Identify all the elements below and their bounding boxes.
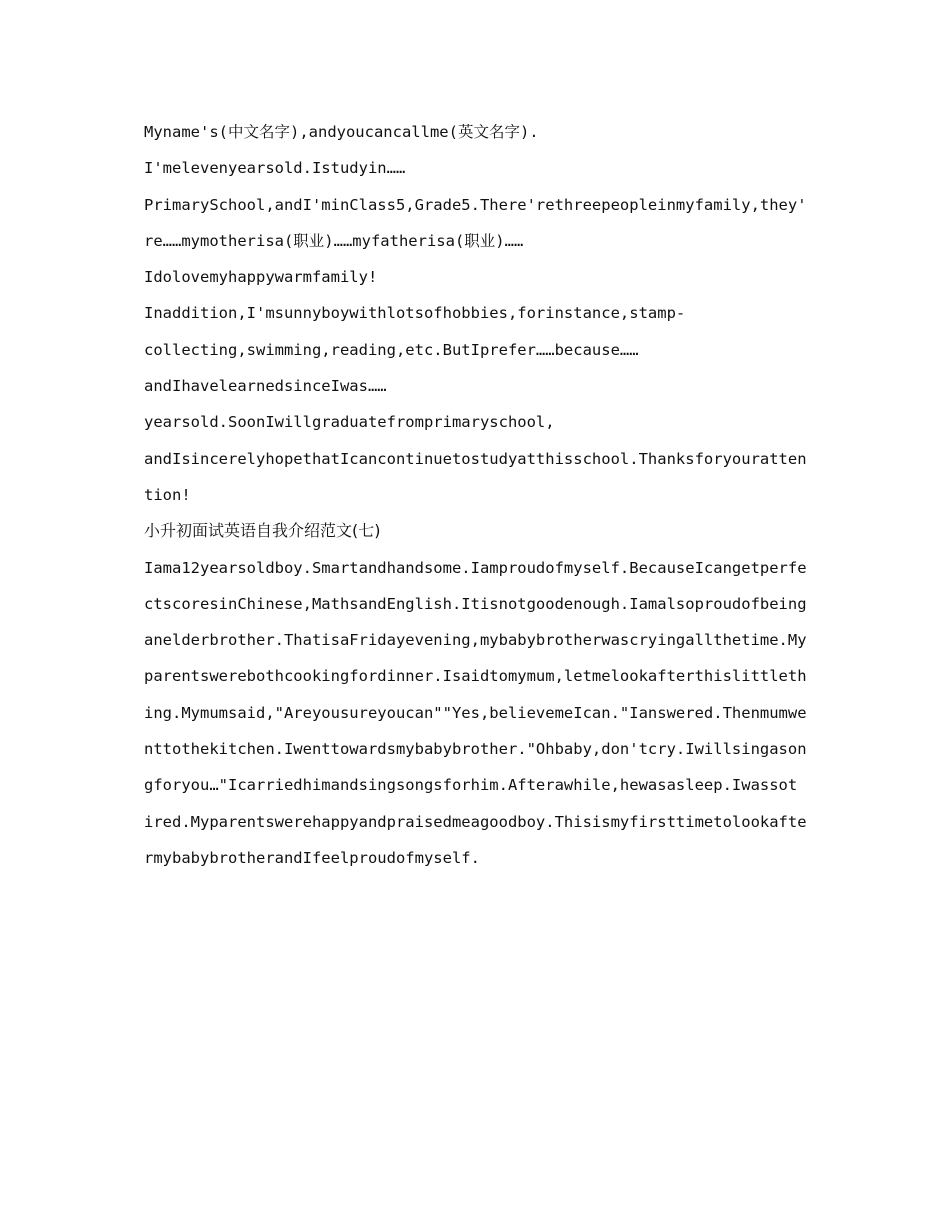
text-line: nttothekitchen.Iwenttowardsmybabybrother."Ohbaby,don'tcry.Iwillsingason <box>144 740 807 759</box>
document-body <box>144 114 808 876</box>
text-line: anelderbrother.ThatisaFridayevening,mybabybrotherwascryingallthetime.My <box>144 631 807 650</box>
text-line: Myname's(中文名字),andyoucancallme(英文名字). <box>144 123 539 141</box>
text-line: PrimarySchool,andI'minClass5,Grade5.There'rethreepeopleinmyfamily,they' <box>144 195 807 214</box>
text-line: parentswerebothcookingfordinner.Isaidtomymum,letmelookafterthislittleth <box>144 667 807 686</box>
text-line: yearsold.SoonIwillgraduatefromprimaryschool, <box>144 413 555 432</box>
text-line: andIhavelearnedsinceIwas…… <box>144 377 387 396</box>
text-line: tion! <box>144 485 191 504</box>
text-line: Inaddition,I'msunnyboywithlotsofhobbies,forinstance,stamp- <box>144 304 686 323</box>
text-line: gforyou…"Icarriedhimandsingsongsforhim.Afterawhile,hewasasleep.Iwassot <box>144 776 798 795</box>
text-line: andIsincerelyhopethatIcancontinuetostudyatthisschool.Thanksforyouratten <box>144 449 807 468</box>
text-line: re……mymotherisa(职业)……myfatherisa(职业)…… <box>144 231 524 250</box>
text-line: ired.Myparentswerehappyandpraisedmeagoodboy.Thisismyfirsttimetolookafte <box>144 812 807 831</box>
text-line: ctscoresinChinese,MathsandEnglish.Itisnotgoodenough.Iamalsoproudofbeing <box>144 594 807 613</box>
text-line: I'melevenyearsold.Istudyin…… <box>144 159 406 178</box>
text-line: collecting,swimming,reading,etc.ButIprefer……because…… <box>144 340 639 359</box>
text-line: ing.Mymumsaid,"Areyousureyoucan""Yes,believemeIcan."Ianswered.Thenmumwe <box>144 703 807 722</box>
text-line: Iama12yearsoldboy.Smartandhandsome.Iamproudofmyself.BecauseIcangetperfe <box>144 558 807 577</box>
text-line: rmybabybrotherandIfeelproudofmyself. <box>144 848 480 867</box>
text-line: Idolovemyhappywarmfamily! <box>144 268 378 287</box>
section-heading: 小升初面试英语自我介绍范文(七) <box>144 521 381 541</box>
